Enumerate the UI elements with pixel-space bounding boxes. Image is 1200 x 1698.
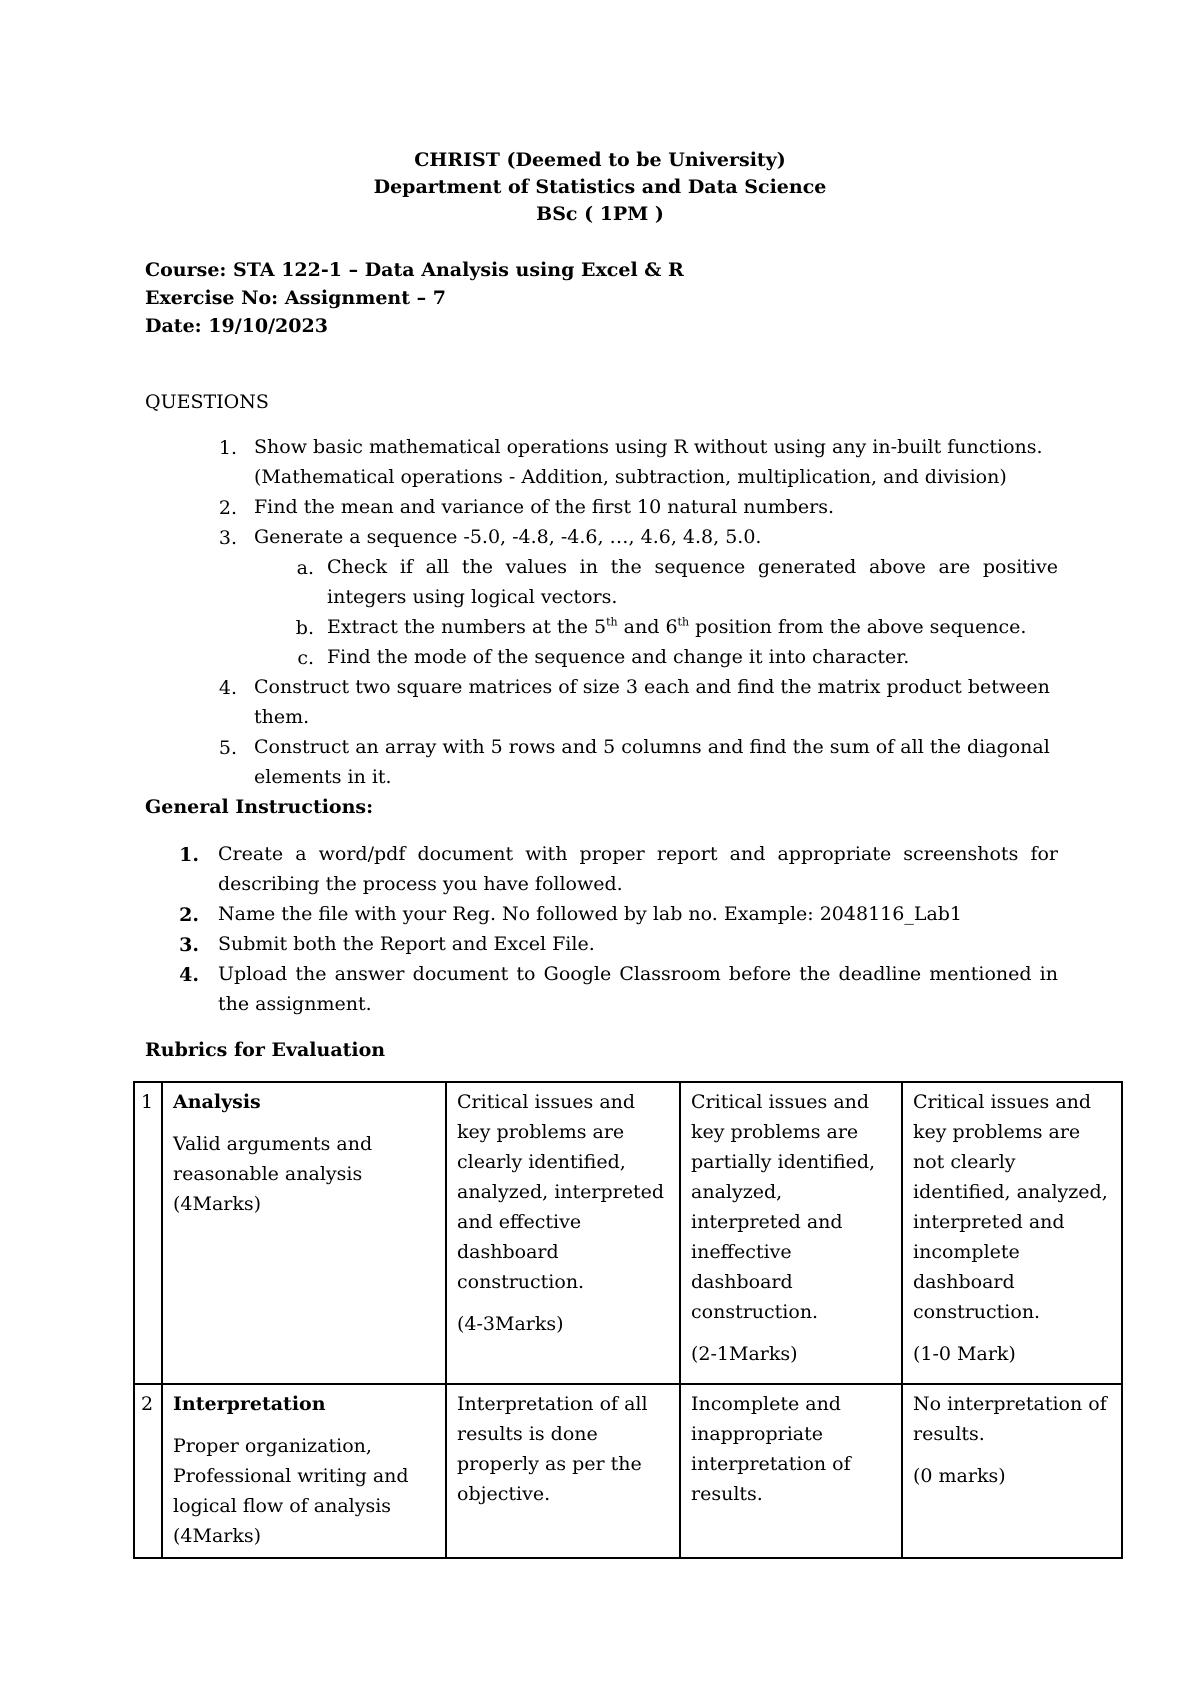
question-text [254, 492, 834, 522]
rubric-number: 1 [134, 1082, 162, 1384]
question-line: Show basic mathematical operations using R without using any in-built functions. [254, 436, 1043, 458]
question-text [254, 432, 1043, 492]
question-line: them. [254, 706, 310, 728]
question-line: Find the mean and variance of the first 10 natural numbers. [254, 496, 834, 518]
question-text [254, 522, 761, 552]
instruction-number: 4. [179, 964, 199, 986]
subquestion-line: Extract the numbers at the 5 [327, 616, 607, 638]
instruction-line: Create a word/pdf document with proper report and appropriate screenshots for [218, 843, 1058, 865]
question-number: 2. [218, 497, 237, 519]
department-name: Department of Statistics and Data Science [373, 176, 827, 198]
course-line [145, 257, 684, 283]
subquestion-line: Find the mode of the sequence and change it into character. [327, 646, 910, 668]
question-text [254, 672, 1050, 732]
subquestion-number: a. [296, 557, 314, 579]
question-line: (Mathematical operations - Addition, subtraction, multiplication, and division) [254, 466, 1007, 488]
instruction-line: Upload the answer document to Google Classroom before the deadline mentioned in [218, 963, 1058, 985]
superscript: th [606, 615, 618, 629]
rubrics-table [133, 1081, 1123, 1559]
subquestion-text [327, 642, 909, 672]
rubric-level-excellent [446, 1082, 680, 1384]
question-number: 3. [218, 527, 237, 549]
rubric-level-marks: (2-1Marks) [691, 1343, 798, 1365]
exercise-value: : Assignment – 7 [271, 287, 446, 309]
rubric-level-text: No interpretation of results. [913, 1393, 1107, 1445]
rubric-level-average [680, 1384, 902, 1558]
rubric-description: Valid arguments and reasonable analysis (4Marks) [173, 1133, 373, 1215]
rubric-level-marks: (4-3Marks) [457, 1313, 564, 1335]
questions-heading: QUESTIONS [145, 391, 269, 413]
rubric-title: Interpretation [173, 1393, 326, 1415]
instruction-line: Submit both the Report and Excel File. [218, 933, 595, 955]
rubric-level-marks: (0 marks) [913, 1465, 1006, 1487]
rubric-title: Analysis [173, 1091, 261, 1113]
exercise-line [145, 285, 446, 311]
question-text [254, 732, 1050, 792]
date-line: Date: 19/10/2023 [145, 315, 328, 337]
rubric-level-marks: (1-0 Mark) [913, 1343, 1016, 1365]
question-number: 1. [218, 437, 237, 459]
subquestion-line: Check if all the values in the sequence generated above are positive [327, 556, 1058, 578]
rubric-criterion [162, 1384, 446, 1558]
rubric-level-text: Critical issues and key problems are partially identified, analyzed, interpreted and ineffective dashboard construction. [691, 1091, 876, 1323]
instruction-number: 2. [179, 904, 199, 926]
superscript: th [677, 615, 690, 629]
rubric-level-poor [902, 1384, 1122, 1558]
rubric-description: Proper organization, Professional writing and logical flow of analysis (4Marks) [173, 1435, 409, 1547]
rubric-level-text: Critical issues and key problems are not clearly identified, analyzed, interpreted and incomplete dashboard construction. [913, 1091, 1108, 1323]
subquestion-line: integers using logical vectors. [327, 586, 618, 608]
rubric-criterion [162, 1082, 446, 1384]
subquestion-text [327, 552, 1058, 612]
instruction-line: describing the process you have followed. [218, 873, 623, 895]
rubric-level-text: Incomplete and inappropriate interpretation of results. [691, 1393, 851, 1505]
instruction-line: the assignment. [218, 993, 372, 1015]
rubric-level-text: Interpretation of all results is done properly as per the objective. [457, 1393, 648, 1505]
table-row [134, 1384, 1122, 1558]
exercise-label: Exercise No [145, 287, 272, 309]
question-line: Construct two square matrices of size 3 each and find the matrix product between [254, 676, 1050, 698]
question-number: 4. [218, 677, 237, 699]
table-row [134, 1082, 1122, 1384]
subquestion-line: and 6 [617, 616, 678, 638]
question-line: Generate a sequence -5.0, -4.8, -4.6, …, 4.6, 4.8, 5.0. [254, 526, 762, 548]
question-number: 5. [218, 737, 237, 759]
subquestion-text [327, 612, 1026, 642]
question-line: elements in it. [254, 766, 392, 788]
instructions-heading: General Instructions: [145, 796, 374, 818]
instruction-text [218, 929, 595, 959]
subquestion-number: c. [297, 647, 314, 669]
instruction-text [218, 959, 1058, 1019]
rubric-level-excellent [446, 1384, 680, 1558]
subquestion-number: b. [295, 617, 314, 639]
subquestion-line: position from the above sequence. [689, 616, 1027, 638]
instruction-text [218, 839, 1058, 899]
course-value: : STA 122-1 – Data Analysis using Excel & R [219, 259, 684, 281]
rubric-level-average [680, 1082, 902, 1384]
instruction-number: 3. [179, 934, 199, 956]
university-name: CHRIST (Deemed to be University) [414, 149, 786, 171]
instruction-line: Name the file with your Reg. No followed by lab no. Example: 2048116_Lab1 [218, 903, 963, 925]
rubric-number: 2 [134, 1384, 162, 1558]
rubrics-heading: Rubrics for Evaluation [145, 1039, 386, 1061]
question-line: Construct an array with 5 rows and 5 columns and find the sum of all the diagonal [254, 736, 1050, 758]
rubric-level-text: Critical issues and key problems are clearly identified, analyzed, interpreted and effective dashboard construction. [457, 1091, 665, 1293]
rubric-level-poor [902, 1082, 1122, 1384]
course-label: Course [145, 259, 220, 281]
instruction-number: 1. [179, 844, 199, 866]
program-name: BSc ( 1PM ) [536, 203, 664, 225]
instruction-text [218, 899, 962, 929]
